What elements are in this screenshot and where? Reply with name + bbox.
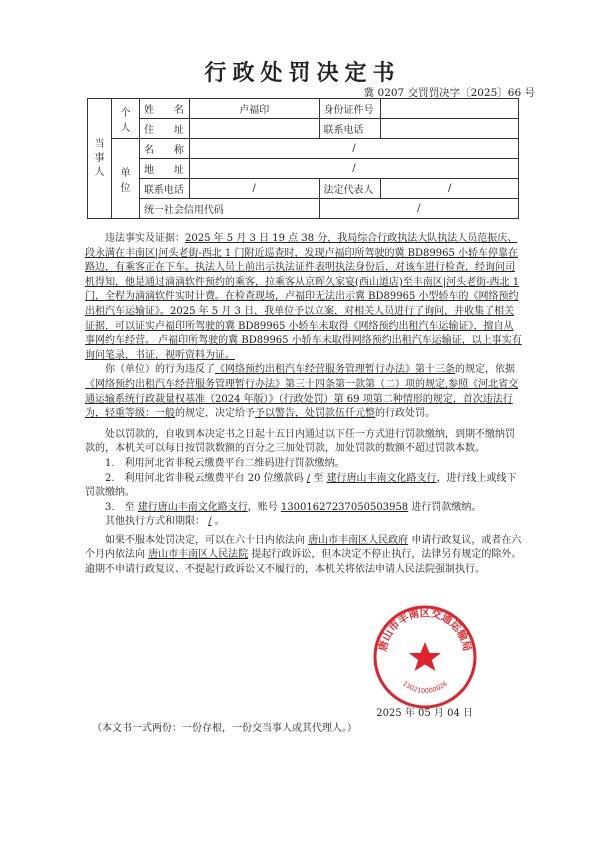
basis-regulation: 《网络预约出租汽车经营服务管理暂行办法》第三十四条第一款第（二）项的规定,参照《河北省交通运输系统行政裁量权基准（2024 年版）》（行政处罚）第 69 项第二种情形的规定，首次违法行为，轻重等级： [85,378,519,420]
facts-lead: 违法事实及证据： [105,233,185,244]
payment-intro: 处以罚款的，自收到本决定书之日起十五日内通过以下任一方式进行罚款缴纳，到期不缴纳罚款的，本机关可以每日按罚款数额的百分之三加处罚款，加处罚款的数额不超过罚款本数。 [85,428,515,455]
page-title: 行政处罚决定书 [204,61,401,86]
unit-name-label: 名 称 [139,139,189,159]
remedy-text-c: 申请行政复议，或者在六个月内依法向 [85,534,522,561]
violation-text-h: 的行政处罚。 [375,408,435,420]
phone-label: 联系电话 [319,119,381,139]
unit-phone-label: 联系电话 [139,179,189,199]
payment-method-3 [85,501,522,516]
unit-address-label: 地 址 [139,159,189,179]
credit-code-value: / [319,199,518,219]
other-execution-label: 其他执行方式和期限： [105,516,205,528]
payment-m3-text: 3. 至 [105,501,135,513]
other-execution [85,515,522,530]
payment-m3-tail: 进行罚款缴纳。 [411,501,482,513]
address-value [189,119,319,139]
payment-bank-2: 建行唐山丰南文化路支行 [137,501,248,513]
facts-paragraph [85,232,522,363]
payment-m2-to: 至 [313,472,324,484]
review-authority: 唐山市丰南区人民政府 [308,534,409,546]
facts-body: 2025 年 5 月 3 日 19 点 38 分，我局综合行政执法大队执法人员范振庆、段永满在丰南区|河头老街-西北 1 门附近巡查时，发现卢福印所驾驶的冀 BD89965 小轿车停靠在路边，有乘客正在下车。执法人员上前出示执法证件表明执法身份后，对该车进行检查，经询问司机得知，他是通过滴滴软件预约的乘客，拉乘客从京晖久家宴(西山道店)至丰南区|河头老街-西北 1 门，全程为滴滴软件实时计费。在检查现场，卢福印无法出示冀 BD89965 小型轿车的《网络预约出租汽车运输证》。2025 年 5 月 3 日，我单位予以立案，对相关人员进行了询问，并收集了相关证据，可以证实卢福印所驾驶的冀 BD89965 小轿车未取得《网络预约出租汽车运输证》，擅自从事网约车经营。 卢福印所驾驶的冀 BD89965 小轿车未取得网络预约出租汽车运输证，以上事实有询问笔录，书证，视听资料为证。 [85,233,522,361]
phone-value [381,119,519,139]
remedy-paragraph [85,534,522,578]
party-info-table [87,98,519,219]
violated-regulation: 《网络预约出租汽车经营服务管理暂行办法》第十三条 [215,364,455,376]
unit-name-value: / [189,139,518,159]
id-label: 身份证件号 [319,99,381,119]
payment-code: / [306,472,311,484]
unit-address-value: / [189,159,518,179]
legal-rep-value: / [381,179,519,199]
payment-account-number: 13001627237050503958 [280,501,409,513]
party-group-label: 当事人 [88,99,112,219]
violation-paragraph [85,363,522,421]
other-execution-value: / [208,516,212,528]
violation-text-a: 你（单位）的行为违反了 [105,364,215,376]
payment-m2-text: 2. 利用河北省非税云缴费平台 20 位缴款码 [105,472,304,484]
seal-code: 130210000026 [400,679,450,696]
violation-text-f: 的规定，决定给予 [175,408,255,420]
remedy-text-e: 提起行政诉讼，但本决定不停止执行，法律另有规定的除外。逾期不申请行政复议、不提起行政诉讼又不履行的，本机关将依法申请人民法院强制执行。 [85,549,522,576]
severity-level: 一般 [155,408,175,420]
facts-section [85,232,522,578]
svg-text:130210000026 [401,680,449,695]
payment-m3-account-label: ，账号 [247,501,278,513]
penalty-decision: 予以警告，处罚款伍仟元整 [255,408,375,420]
decision-date: 2025 年 05 月 04 日 [376,708,473,719]
violation-text-c: 的规定，依据 [455,364,515,376]
unit-phone-value: / [189,179,319,199]
official-seal-icon [370,602,480,712]
unit-label: 单位 [111,139,139,219]
payment-bank-1: 建行唐山丰南文化路支行 [326,472,437,484]
address-label: 住 址 [139,119,189,139]
seal-text: 唐山市丰南区交通运输局 [377,607,473,653]
payment-method-2 [85,472,522,501]
credit-code-label: 统一社会信用代码 [139,199,319,219]
court-name: 唐山市丰南区人民法院 [148,549,249,561]
name-value: 卢福印 [189,99,319,119]
footnote: （本文书一式两份：一份存根，一份交当事人或其代理人。） [92,723,357,734]
document-number: 冀 0207 交罚罚决字〔2025〕66 号 [363,87,535,99]
other-execution-end: 。 [214,516,225,528]
payment-method-1: 1. 利用河北省非税云缴费平台二维码进行罚款缴纳。 [105,457,345,469]
name-label: 姓 名 [139,99,189,119]
legal-rep-label: 法定代表人 [319,179,381,199]
individual-label: 个人 [111,99,139,139]
payment-m2-tail: ，进行线上或线下罚款缴纳。 [85,472,517,499]
id-value [381,99,519,119]
remedy-text-a: 如果不服本处罚决定，可以在六十日内依法向 [105,534,305,546]
